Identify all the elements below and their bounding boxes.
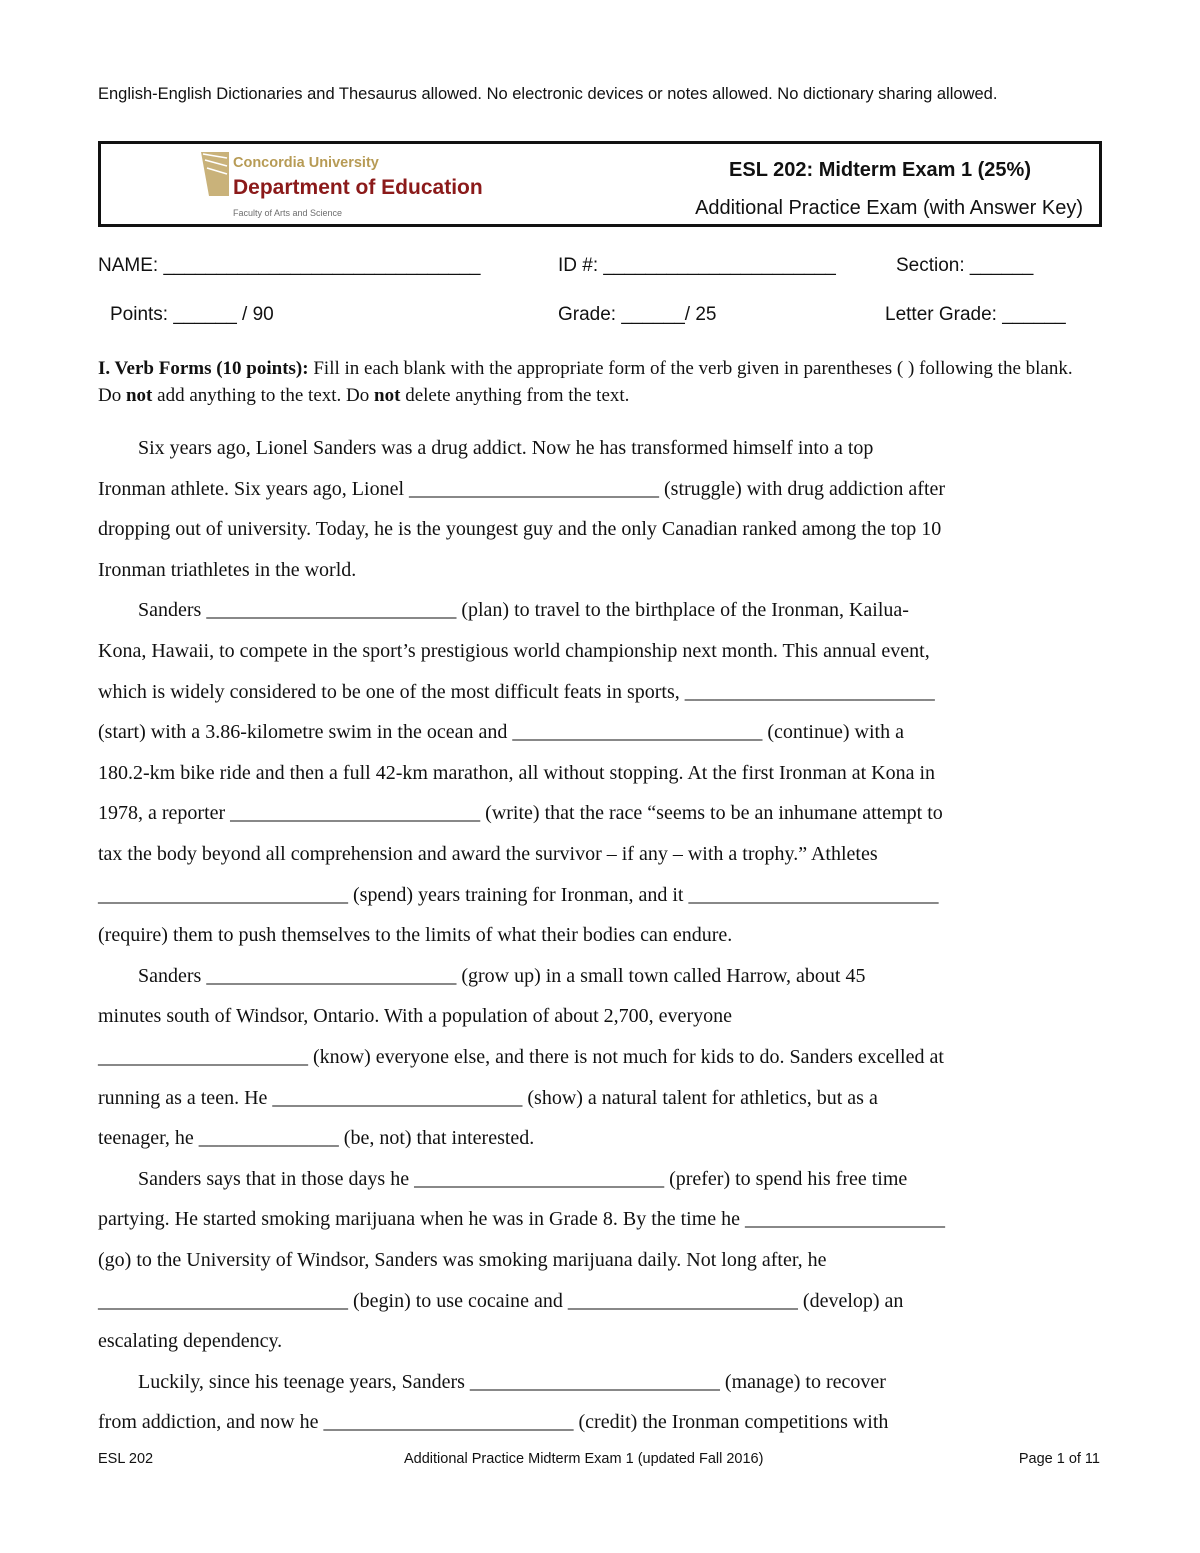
passage-line: _________________________ (spend) years training for Ironman, and it _________________________ xyxy=(98,883,939,906)
university-logo xyxy=(201,152,521,218)
passage-line: Luckily, since his teenage years, Sanders _________________________ (manage) to recover xyxy=(98,1370,886,1393)
logo-university-name: Concordia University xyxy=(233,155,379,171)
passage-line: minutes south of Windsor, Ontario. With a population of about 2,700, everyone xyxy=(98,1005,732,1028)
passage-line: (go) to the University of Windsor, Sanders was smoking marijuana daily. Not long after, he xyxy=(98,1249,827,1271)
passage-line: tax the body beyond all comprehension and award the survivor – if any – with a trophy.” Athletes xyxy=(98,843,878,865)
passage-line: (start) with a 3.86-kilometre swim in the ocean and _________________________ (continue) with a xyxy=(98,721,904,744)
section-title: I. Verb Forms (10 points): xyxy=(98,358,309,379)
exam-rules-note: English-English Dictionaries and Thesaurus allowed. No electronic devices or notes allowed. No dictionary sharing allowed. xyxy=(98,85,998,103)
exam-subtitle: Additional Practice Exam (with Answer Key) xyxy=(695,197,1083,219)
exam-header xyxy=(98,141,1102,227)
passage-line: escalating dependency. xyxy=(98,1330,283,1353)
footer-title: Additional Practice Midterm Exam 1 (updated Fall 2016) xyxy=(404,1451,764,1467)
grade-field[interactable]: Grade: ______/ 25 xyxy=(558,304,717,325)
passage-line: Ironman athlete. Six years ago, Lionel _________________________ (struggle) with drug addiction after xyxy=(98,477,946,500)
passage-line: Sanders _________________________ (grow up) in a small town called Harrow, about 45 xyxy=(98,964,866,987)
logo-sunburst-icon xyxy=(201,152,231,200)
instruction-text-2: add anything to the text. Do xyxy=(152,385,375,406)
instruction-emphasis-1: not xyxy=(125,385,153,406)
instruction-text-1: Fill in each blank with the appropriate form of the verb given in parentheses ( ) following the blank. Do xyxy=(98,358,1073,406)
footer-course: ESL 202 xyxy=(98,1451,154,1467)
passage-line: 180.2-km bike ride and then a full 42-km marathon, all without stopping. At the first Ironman at Kona in xyxy=(98,761,936,784)
letter-grade-field[interactable]: Letter Grade: ______ xyxy=(885,304,1066,325)
passage-line: (require) them to push themselves to the limits of what their bodies can endure. xyxy=(98,924,733,947)
passage-line: _________________________ (begin) to use cocaine and _______________________ (develop) an xyxy=(98,1289,904,1312)
passage-line: which is widely considered to be one of the most difficult feats in sports, _________________________ xyxy=(98,680,935,703)
exam-title: ESL 202: Midterm Exam 1 (25%) xyxy=(729,159,1031,181)
passage-line: Kona, Hawaii, to compete in the sport’s prestigious world championship next month. This annual event, xyxy=(98,640,930,662)
passage-line: _____________________ (know) everyone else, and there is not much for kids to do. Sanders excelled at xyxy=(98,1046,944,1068)
instruction-emphasis-2: not xyxy=(374,385,401,406)
section-instructions xyxy=(98,355,1098,409)
instruction-text-3: delete anything from the text. xyxy=(400,385,630,406)
passage-line: teenager, he ______________ (be, not) that interested. xyxy=(98,1127,535,1150)
passage-line: Sanders says that in those days he _________________________ (prefer) to spend his free time xyxy=(98,1167,908,1190)
name-field[interactable]: NAME: ______________________________ xyxy=(98,255,481,276)
passage-line: Six years ago, Lionel Sanders was a drug addict. Now he has transformed himself into a top xyxy=(98,437,874,459)
passage-line: Ironman triathletes in the world. xyxy=(98,558,357,581)
id-field[interactable]: ID #: ______________________ xyxy=(558,255,836,276)
logo-faculty-name: Faculty of Arts and Science xyxy=(233,208,343,218)
passage-line: 1978, a reporter _________________________ (write) that the race “seems to be an inhumane attempt to xyxy=(98,802,943,825)
logo-department-name: Department of Education xyxy=(233,176,483,199)
points-field[interactable]: Points: ______ / 90 xyxy=(110,304,274,325)
passage-line: from addiction, and now he _________________________ (credit) the Ironman competitions with xyxy=(98,1411,889,1434)
passage-line: dropping out of university. Today, he is the youngest guy and the only Canadian ranked among the top 10 xyxy=(98,518,942,541)
passage-line: partying. He started smoking marijuana when he was in Grade 8. By the time he ____________________ xyxy=(98,1208,946,1231)
footer-page-number: Page 1 of 11 xyxy=(1018,1451,1100,1467)
passage-line: Sanders _________________________ (plan) to travel to the birthplace of the Ironman, Kailua- xyxy=(98,599,909,622)
passage-line: running as a teen. He _________________________ (show) a natural talent for athletics, but as a xyxy=(98,1086,878,1109)
section-field[interactable]: Section: ______ xyxy=(896,255,1034,276)
